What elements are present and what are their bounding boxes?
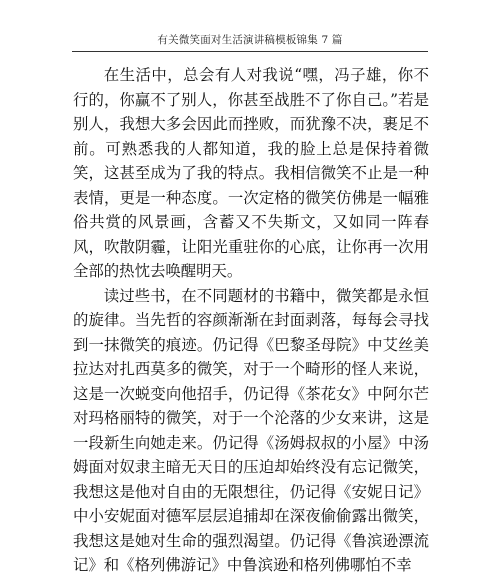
- header-divider: [72, 51, 428, 52]
- body-paragraph: 读过些书，在不同题材的书籍中，微笑都是永恒的旋律。当先哲的容颜渐渐在封面剥落，每每会寻找到一抹微笑的痕迹。仍记得《巴黎圣母院》中艾丝美拉达对扎西莫多的微笑，对于一个畸形的怪人来说，这是一次蜕变向他招手，仍记得《茶花女》中阿尔芒对玛格丽特的微笑，对于一个沦落的少女来讲，这是一段新生向她走来。仍记得《汤姆叔叔的小屋》中汤姆面对奴隶主暗无天日的压迫却始终没有忘记微笑，我想这是他对自由的无限想往，仍记得《安妮日记》中小安妮面对德军层层追捕却在深夜偷偷露出微笑，我想这是她对生命的强烈渴望。仍记得《鲁滨逊漂流记》和《格列佛游记》中鲁滨逊和格列佛哪怕不幸: [73, 286, 429, 574]
- page-header-title: 有关微笑面对生活演讲稿模板锦集 7 篇: [157, 34, 343, 46]
- body-paragraph: 在生活中，总会有人对我说“嘿，冯子雄，你不行的，你赢不了别人，你甚至战胜不了你自己。”若是别人，我想大多会因此而挫败，而犹豫不决，裹足不前。可熟悉我的人都知道，我的脸上总是保持着微笑，这甚至成为了我的特点。我相信微笑不止是一种表情，更是一种态度。一次定格的微笑仿佛是一幅雅俗共赏的风景画，含蓄又不失斯文，又如同一阵春风，吹散阴霾，让阳光重驻你的心底，让你再一次用全部的热忱去唤醒明天。: [73, 66, 429, 280]
- document-body: [73, 63, 429, 578]
